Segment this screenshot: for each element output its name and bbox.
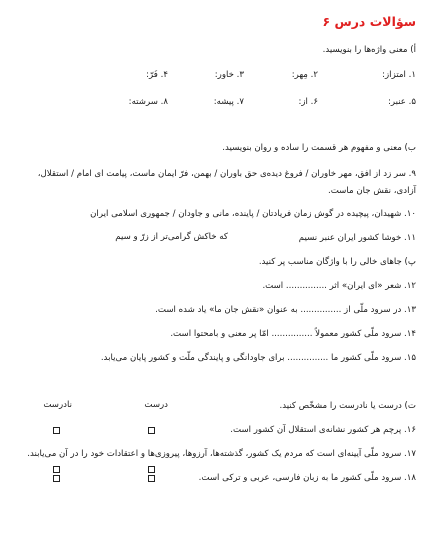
question-9: ۹. سر زد از افق، مهر خاوران / فروغ دیده‌ی حق باوران / بهمن، فرّ ایمان ماست، پیامت ای امام / استقلال، آزادی، نقش جان ماست. — [37, 169, 416, 196]
q18-incorrect-checkbox[interactable] — [53, 475, 60, 482]
word-2: ۲. مِهر: — [291, 70, 318, 80]
word-3: ۳. خاور: — [214, 70, 244, 80]
q18-correct-checkbox[interactable] — [148, 475, 155, 482]
question-11-second-half: که خاکش گرامی‌تر از زرّ و سیم — [115, 232, 228, 242]
word-6: ۶. از: — [298, 97, 318, 107]
q16-correct-checkbox[interactable] — [148, 427, 155, 434]
q17-incorrect-checkbox[interactable] — [53, 466, 60, 473]
question-12: ۱۲. شعر «ای ایران» اثر ............... است. — [262, 281, 416, 291]
word-7: ۷. پیشه: — [213, 97, 244, 107]
correct-column-label: درست — [144, 400, 168, 410]
word-8: ۸. سرشته: — [128, 97, 168, 107]
section-a-header: أ) معنی واژه‌ها را بنویسید. — [322, 45, 416, 55]
q16-incorrect-checkbox[interactable] — [53, 427, 60, 434]
word-1: ۱. امتزاز: — [382, 70, 416, 80]
question-18: ۱۸. سرود ملّی کشور ما به زبان فارسی، عربی و ترکی است. — [198, 473, 416, 483]
question-15: ۱۵. سرود ملّی کشور ما ............... برای جاودانگی و پایندگی ملّت و کشور پایان می‌یابد. — [100, 353, 416, 363]
word-4: ۴. فَرّ: — [146, 70, 168, 80]
incorrect-column-label: نادرست — [43, 400, 72, 410]
section-p-header: پ) جاهای خالی را با واژگان مناسب پر کنید. — [258, 257, 416, 267]
word-5: ۵. عنبر: — [387, 97, 416, 107]
question-10: ۱۰. شهیدان، پیچیده در گوش زمان فریادتان / پاینده، مانی و جاودان / جمهوری اسلامی ایران — [90, 209, 416, 219]
question-16: ۱۶. پرچم هر کشور نشانه‌ی استقلال آن کشور است. — [230, 425, 416, 435]
question-11-first-half: ۱۱. خوشا کشور ایران عنبر نسیم — [298, 233, 416, 243]
question-14: ۱۴. سرود ملّی کشور معمولاً ............... امّا پر معنی و بامحتوا است. — [170, 329, 416, 339]
section-b-header: ب) معنی و مفهوم هر قسمت را ساده و روان بنویسید. — [222, 143, 416, 153]
page-title: سؤالات درس ۶ — [322, 14, 416, 29]
question-17: ۱۷. سرود ملّی آیینه‌ای است که مردم یک کشور، گذشته‌ها، آرزوها، پیروزی‌ها و اعتقادات خود را در آن می‌یابند. — [27, 449, 416, 459]
question-13: ۱۳. در سرود ملّی از ............... به عنوان «نقش جان ما» یاد شده است. — [155, 305, 416, 315]
q17-correct-checkbox[interactable] — [148, 466, 155, 473]
section-t-header: ت) درست یا نادرست را مشخّص کنید. — [279, 401, 416, 411]
